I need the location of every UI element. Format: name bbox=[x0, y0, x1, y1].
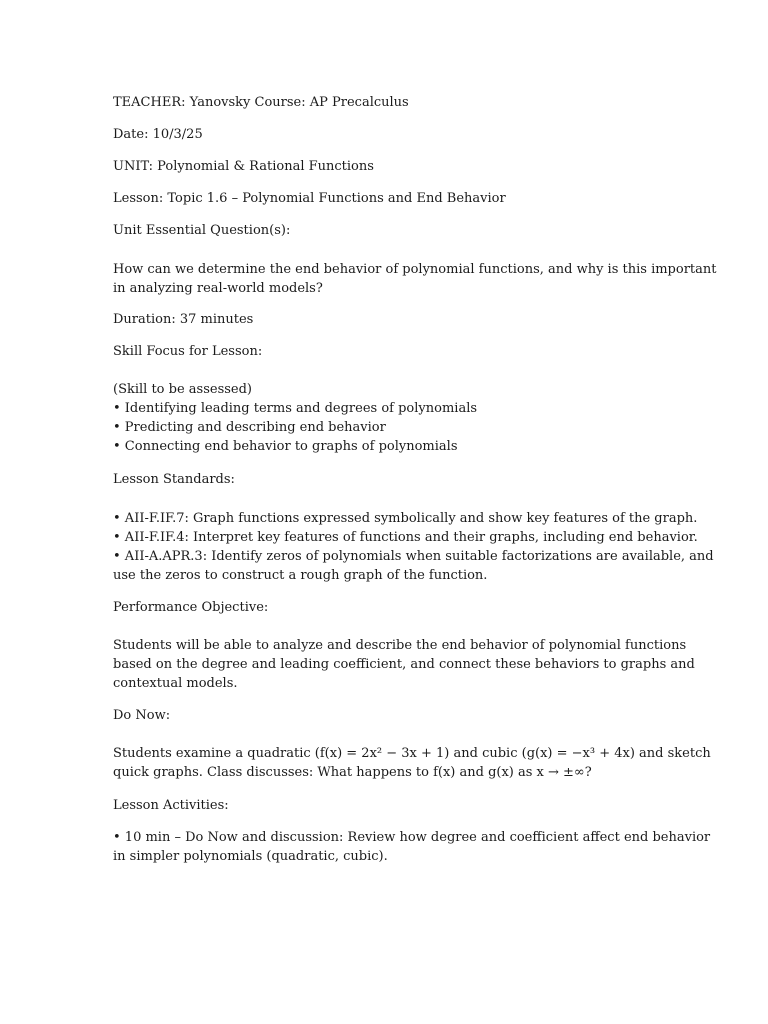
skill-focus-item: • Connecting end behavior to graphs of polynomials bbox=[113, 439, 458, 454]
objective-text bbox=[113, 636, 695, 693]
activities-heading: Lesson Activities: bbox=[113, 798, 229, 813]
skill-focus-item: • Predicting and describing end behavior bbox=[113, 420, 386, 435]
do-now-text bbox=[113, 744, 711, 782]
objective-line: based on the degree and leading coefficient, and connect these behaviors to graphs and bbox=[113, 657, 695, 672]
essential-question-line: in analyzing real-world models? bbox=[113, 281, 323, 296]
objective-line: contextual models. bbox=[113, 676, 238, 691]
activities-list bbox=[113, 828, 711, 866]
activity-item: in simpler polynomials (quadratic, cubic). bbox=[113, 849, 388, 864]
essential-question-text bbox=[113, 260, 717, 298]
do-now-line: Students examine a quadratic (f(x) = 2x² − 3x + 1) and cubic (g(x) = −x³ + 4x) and sketch bbox=[113, 746, 711, 761]
standards-list bbox=[113, 509, 714, 585]
teacher-course-line: TEACHER: Yanovsky Course: AP Precalculus bbox=[113, 95, 409, 110]
duration-line: Duration: 37 minutes bbox=[113, 312, 254, 327]
date-line: Date: 10/3/25 bbox=[113, 127, 203, 142]
unit-line: UNIT: Polynomial & Rational Functions bbox=[113, 159, 374, 174]
essential-question-line: How can we determine the end behavior of polynomial functions, and why is this important bbox=[113, 262, 717, 277]
do-now-line: quick graphs. Class discusses: What happens to f(x) and g(x) as x → ±∞? bbox=[113, 765, 592, 780]
standard-item: • AII-F.IF.7: Graph functions expressed symbolically and show key features of the graph. bbox=[113, 511, 698, 526]
standards-heading: Lesson Standards: bbox=[113, 472, 235, 487]
standard-item: • AII-F.IF.4: Interpret key features of functions and their graphs, including end behavior. bbox=[113, 530, 698, 545]
standard-item: • AII-A.APR.3: Identify zeros of polynomials when suitable factorizations are available, and bbox=[113, 549, 714, 564]
objective-heading: Performance Objective: bbox=[113, 600, 269, 615]
skill-focus-item: • Identifying leading terms and degrees of polynomials bbox=[113, 401, 478, 416]
skill-focus-item: (Skill to be assessed) bbox=[113, 382, 253, 397]
objective-line: Students will be able to analyze and describe the end behavior of polynomial functions bbox=[113, 638, 687, 653]
standard-item: use the zeros to construct a rough graph of the function. bbox=[113, 568, 488, 583]
activity-item: • 10 min – Do Now and discussion: Review how degree and coefficient affect end behavior bbox=[113, 830, 711, 845]
do-now-heading: Do Now: bbox=[113, 708, 171, 723]
lesson-line: Lesson: Topic 1.6 – Polynomial Functions and End Behavior bbox=[113, 191, 506, 206]
skill-focus-heading: Skill Focus for Lesson: bbox=[113, 344, 263, 359]
skill-focus-list bbox=[113, 380, 661, 456]
essential-question-heading: Unit Essential Question(s): bbox=[113, 223, 291, 238]
